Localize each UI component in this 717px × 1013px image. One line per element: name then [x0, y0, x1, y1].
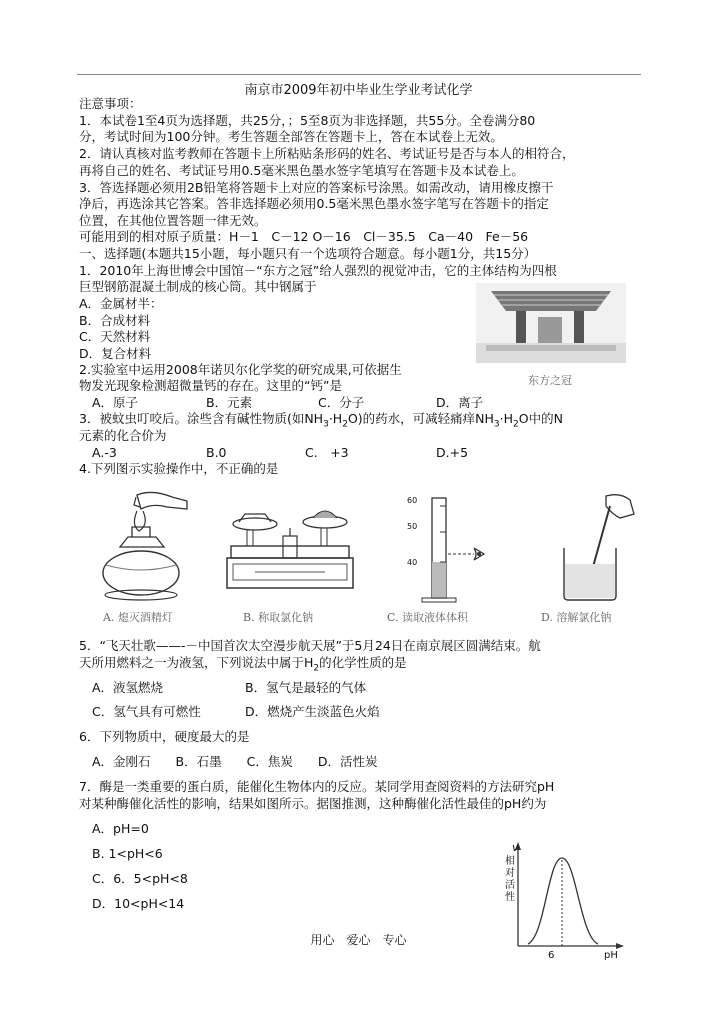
- q3-option-d: D.+5: [436, 445, 469, 460]
- q2-option-c: C．分子: [318, 395, 365, 410]
- caption-d: D. 溶解氯化钠: [541, 611, 612, 624]
- q1-option-c: C．天然材料: [79, 329, 151, 344]
- dissolving-figure: [556, 492, 636, 604]
- q7-option-d: D．10<pH<14: [92, 896, 185, 911]
- note-1b: 分，考试时间为100分钟。考生答题全部答在答题卡上，答在本试卷上无效。: [79, 129, 503, 144]
- graph-y-label: 相对活性: [505, 856, 515, 903]
- q3-stem-a: 3．被蚊虫叮咬后。涂些含有碱性物质(如$NH_3\cdot H_2O$)的药水，可减轻痛痒$NH_3\cdot H_2O$中的N: [79, 411, 563, 430]
- q1-option-d: D．复合材料: [79, 346, 152, 361]
- q5-option-c: C．氢气具有可燃性: [92, 704, 201, 719]
- atomic-masses: 可能用到的相对原子质量：H－1 C－12 O－16 Cl－35.5 Ca－40 Fe－56: [79, 229, 529, 244]
- graph-peak-label: 8: [558, 950, 565, 961]
- page-title: 南京市2009年初中毕业生学业考试化学: [244, 83, 473, 98]
- q7-option-a: A．pH=0: [92, 821, 149, 836]
- graph-y-symbol: v: [512, 841, 519, 854]
- note-1a: 1．本试卷1至4页为选择题，共25分，；5至8页为非选择题，共55分。全卷满分80: [79, 113, 536, 128]
- q3-option-c: C. +3: [305, 445, 349, 460]
- china-pavilion-photo: [476, 283, 626, 363]
- caption-b: B. 称取氯化钠: [243, 611, 314, 624]
- notes-heading: 注意事项：: [79, 96, 142, 111]
- q2-stem-a: 2.实验室中运用2008年诺贝尔化学奖的研究成果,可依据生: [79, 362, 402, 377]
- note-3a: 3．答选择题必须用2B铅笔将答题卡上对应的答案标号涂黑。如需改动，请用橡皮擦干: [79, 180, 554, 195]
- q6-options: A．金刚石 B．石墨 C．焦炭 D．活性炭: [92, 754, 378, 769]
- section-heading: 一、选择题(本题共15小题，每小题只有一个选项符合题意。每小题1分，共15分）: [79, 246, 537, 261]
- q2-option-b: B．元素: [206, 395, 253, 410]
- q7-stem-b: 对某种酶催化活性的影响，结果如图所示。据图推测，这种酶催化活性最佳的pH约为: [79, 796, 547, 811]
- graduated-cylinder-figure: [412, 492, 512, 604]
- q1-stem-a: 1．2010年上海世博会中国馆－“东方之冠”给人强烈的视觉冲击，它的主体结构为四根: [79, 263, 557, 278]
- q7-stem-a: 7．酶是一类重要的蛋白质，能催化生物体内的反应。某同学用查阅资料的方法研究pH: [79, 779, 555, 794]
- note-3b: 净后，再选涂其它答案。答非选择题必须用0.5毫米黑色墨水签字笔写在答题卡的指定: [79, 196, 549, 211]
- q7-option-b: B. 1<pH<6: [92, 846, 163, 861]
- pavilion-caption: 东方之冠: [528, 374, 572, 387]
- graph-x-tick-6: 6: [548, 950, 555, 961]
- graph-x-label: pH: [604, 950, 618, 961]
- q1-option-a: A．金属材半：: [79, 296, 163, 311]
- q3-stem-b: 元素的化合价为: [79, 428, 167, 443]
- q7-option-c: C．6．5<pH<8: [92, 871, 188, 886]
- header-rule: [77, 74, 641, 75]
- cylinder-tick-50: 50: [407, 522, 418, 531]
- q1-stem-b: 巨型钢筋混凝土制成的核心筒。其中钢属于: [79, 279, 317, 294]
- q4-stem: 4.下列图示实验操作中，不正确的是: [79, 461, 279, 476]
- note-3c: 位置，在其他位置答题一律无效。: [79, 213, 267, 228]
- q5-stem-a: 5．“飞天壮歌——-－中国首次太空漫步航天展”于5月24日在南京展区圆满结束。航: [79, 638, 541, 653]
- q5-stem-b: 天所用燃料之一为液氢，下列说法中属于$H_2$的化学性质的是: [79, 655, 407, 674]
- cylinder-tick-60: 60: [407, 496, 418, 505]
- caption-a: A. 熄灭酒精灯: [103, 611, 173, 624]
- q5-option-b: B．氢气是最轻的气体: [245, 680, 367, 695]
- alcohol-lamp-figure: [92, 485, 192, 603]
- q3-option-a: A.-3: [92, 445, 117, 460]
- note-2a: 2．请认真核对监考教师在答题卡上所粘贴条形码的姓名、考试证号是否与本人的相符合，: [79, 146, 575, 161]
- q5-option-d: D．燃烧产生淡蓝色火焰: [245, 704, 380, 719]
- q2-option-d: D．离子: [436, 395, 484, 410]
- cylinder-tick-40: 40: [407, 558, 418, 567]
- q6-stem: 6．下列物质中，硬度最大的是: [79, 729, 250, 744]
- q3-option-b: B.0: [206, 445, 227, 460]
- note-2b: 再将自己的姓名、考试证号用0.5毫米黑色墨水签字笔填写在答题卡及本试卷上。: [79, 163, 524, 178]
- q5-option-a: A．液氢燃烧: [92, 680, 164, 695]
- q1-option-b: B．合成材料: [79, 313, 151, 328]
- q2-option-a: A．原子: [92, 395, 139, 410]
- page-footer: 用心 爱心 专心: [310, 933, 407, 947]
- balance-figure: [225, 492, 355, 602]
- caption-c: C. 读取液体体积: [387, 611, 469, 624]
- q2-stem-b: 物发光现象检测超微量钙的存在。这里的“钙”是: [79, 378, 342, 393]
